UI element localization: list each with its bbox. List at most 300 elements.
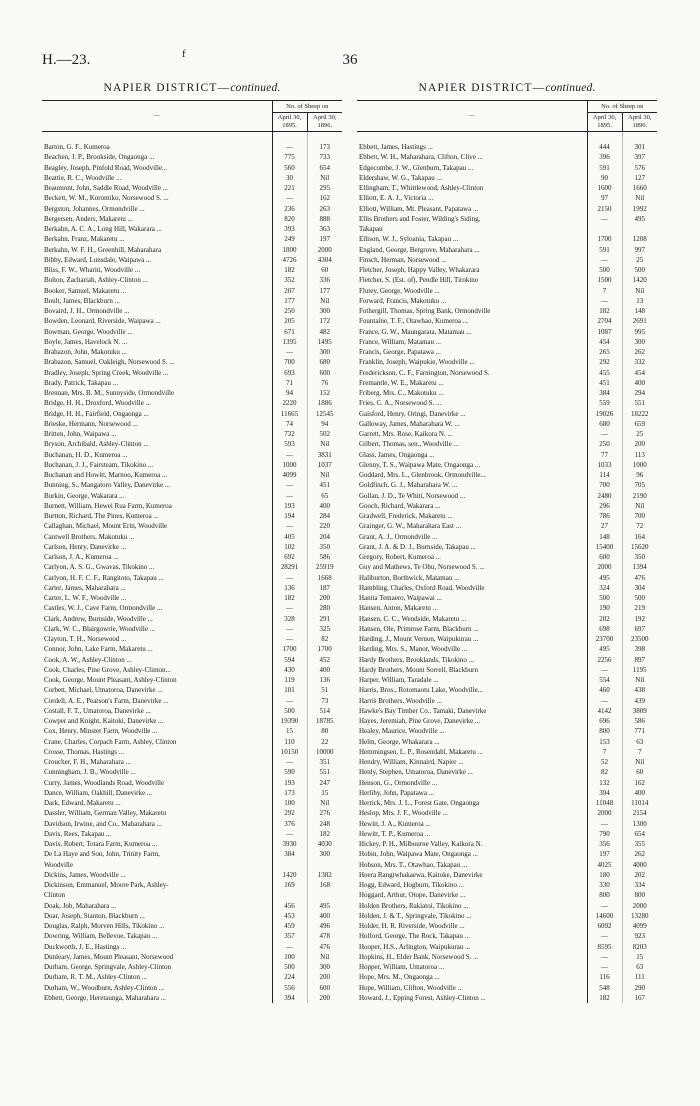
table-row xyxy=(42,521,342,531)
owner-name-cell: Dark, Edward, Makaretu ... xyxy=(42,798,272,808)
sheep-1895-cell: 1395 xyxy=(272,337,307,347)
sheep-1895-cell: 30 xyxy=(272,173,307,183)
sheep-1895-cell: 8595 xyxy=(587,942,622,952)
page-number: 36 xyxy=(342,52,358,68)
sheep-1896-cell: 173 xyxy=(319,143,330,151)
table-row xyxy=(42,573,342,583)
sheep-1896-cell: 219 xyxy=(634,604,645,613)
sheep-1896-cell: 13 xyxy=(636,296,644,305)
table-row xyxy=(42,624,342,634)
sheep-1895-cell: 696 xyxy=(587,716,622,726)
sheep-1895-cell: — xyxy=(587,931,622,941)
owner-name-cell: Dassler, William, German Valley, Makaretu xyxy=(42,808,272,818)
owner-name-cell: Hewitt, T. P., Kumeroa ... xyxy=(357,829,587,839)
sheep-1896-cell: 291 xyxy=(319,614,330,623)
table-row xyxy=(42,788,342,798)
sheep-1895-cell: 456 xyxy=(272,901,307,911)
sheep-1896-cell: 60 xyxy=(636,768,644,777)
sheep-1895-cell: 132 xyxy=(587,778,622,788)
owner-name-cell: Galloway, James, Maharahara W. ... xyxy=(357,419,587,429)
col-1895-header: April 30, 1895. xyxy=(272,113,307,132)
sheep-1895-cell: 1000 xyxy=(272,460,307,470)
sheep-1895-cell: 97 xyxy=(587,193,622,203)
sheep-1895-cell: 700 xyxy=(587,480,622,490)
sheep-1896-cell: 10000 xyxy=(316,747,334,756)
table-row xyxy=(42,593,342,603)
sheep-1895-cell: 177 xyxy=(272,296,307,306)
table-row xyxy=(42,870,342,880)
table-row xyxy=(42,132,342,153)
sheep-1896-cell: 659 xyxy=(634,419,645,428)
sheep-1896-cell: 18222 xyxy=(631,409,649,418)
sheep-1896-cell: 23500 xyxy=(631,635,649,643)
sheep-1896-cell: 25919 xyxy=(316,563,334,572)
sheep-1896-cell: 495 xyxy=(634,214,645,223)
sheep-1896-cell: 11014 xyxy=(631,799,649,807)
table-row xyxy=(357,275,657,285)
sheep-group-header: No. of Sheep on xyxy=(587,101,657,113)
sheep-1896-cell: 15 xyxy=(636,952,644,961)
sheep-1896-cell: 72 xyxy=(636,522,644,531)
sheep-1895-cell: 153 xyxy=(587,737,622,747)
sheep-1896-cell: 452 xyxy=(319,655,330,664)
sheep-1896-cell: 284 xyxy=(319,512,330,520)
sheep-1896-cell: 680 xyxy=(319,358,330,367)
table-row xyxy=(357,409,657,419)
owner-name-cell: Goddard, Mrs. L., Glenbrook, Ormondville... xyxy=(357,470,587,480)
table-row xyxy=(357,716,657,726)
sheep-1895-cell: 2000 xyxy=(587,808,622,818)
sheep-1895-cell: — xyxy=(272,132,307,153)
owner-name-cell: Henson, G., Ormondville ... xyxy=(357,778,587,788)
sheep-1896-cell: 551 xyxy=(319,768,330,777)
owner-name-cell: Carlyon, H. F. C. F., Rangitoto, Takapau ... xyxy=(42,573,272,583)
sheep-1895-cell: — xyxy=(587,214,622,224)
sheep-1896-cell: 262 xyxy=(634,850,645,859)
sheep-1895-cell: 2256 xyxy=(587,655,622,665)
owner-name-cell: Crane, Charles, Corpach Farm, Ashley, Clinton xyxy=(42,737,272,747)
sheep-1895-cell: 1500 xyxy=(587,275,622,285)
owner-name-cell: Doak, Job, Maharahara ... xyxy=(42,901,272,911)
sheep-1895-cell: 394 xyxy=(587,788,622,798)
table-row xyxy=(42,368,342,378)
sheep-1895-cell: 500 xyxy=(272,962,307,972)
sheep-1896-cell: 500 xyxy=(634,594,645,602)
table-row xyxy=(357,993,657,1003)
owner-name-cell: Beaumont, John, Saddle Road, Woodville ... xyxy=(42,183,272,193)
owner-name-cell: Bradley, Joseph, Spring Creek, Woodville ... xyxy=(42,368,272,378)
table-row xyxy=(357,224,657,234)
sheep-1896-cell: Nil xyxy=(635,286,645,295)
table-row xyxy=(42,173,342,183)
sheep-1896-cell: 220 xyxy=(319,522,330,531)
owner-name-cell: Grant, J. A. & D. J., Burnside, Takapau ... xyxy=(357,542,587,552)
table-row xyxy=(42,603,342,613)
table-row xyxy=(42,224,342,234)
sheep-1896-cell: 2154 xyxy=(632,809,647,818)
table-row xyxy=(357,419,657,429)
sheep-1896-cell: 4030 xyxy=(317,840,332,848)
table-row xyxy=(357,521,657,531)
sheep-1896-cell: 248 xyxy=(319,819,330,828)
owner-name-cell: Guy and Mathews, Te Ohu, Norsewood S. ... xyxy=(357,562,587,572)
owner-name-cell: Buchanan and Howitt, Marnoo, Kumeroa ... xyxy=(42,470,272,480)
table-row xyxy=(42,890,342,900)
owner-name-cell: Franklin, Joseph, Waipukie, Woodville ... xyxy=(357,357,587,367)
sheep-1895-cell: 4142 xyxy=(587,706,622,716)
owner-name-cell: Holden Brothers, Rakiatoi, Tikokino ... xyxy=(357,901,587,911)
sheep-1896-cell: 60 xyxy=(321,266,329,274)
owner-name-cell: Bibby, Edward, Lunsdale, Waipawa ... xyxy=(42,255,272,265)
sheep-1896-cell: 127 xyxy=(634,173,645,182)
table-row xyxy=(357,552,657,562)
sheep-1896-cell: 280 xyxy=(319,604,330,613)
owner-name-cell: Brieske, Hermann, Norsewood ... xyxy=(42,419,272,429)
table-row xyxy=(42,993,342,1003)
owner-name-cell: Brennan, Mrs. B. M., Sunnyside, Ormondville xyxy=(42,388,272,398)
table-row xyxy=(357,808,657,818)
table-row xyxy=(42,849,342,859)
sheep-1895-cell: 182 xyxy=(587,306,622,316)
table-row xyxy=(42,183,342,193)
sheep-1896-cell: 12545 xyxy=(316,409,334,418)
table-row xyxy=(42,901,342,911)
owner-name-cell: Elliott, William, Mt. Pleasant, Papatawa ... xyxy=(357,204,587,214)
owner-column-header: — xyxy=(42,101,272,132)
sheep-1896-cell: 295 xyxy=(319,184,330,192)
table-row xyxy=(357,614,657,624)
table-row xyxy=(357,901,657,911)
sheep-1895-cell: 2000 xyxy=(587,562,622,572)
table-row xyxy=(357,511,657,521)
table-row xyxy=(357,450,657,460)
sheep-group-header: No. of Sheep on xyxy=(272,101,342,113)
sheep-1895-cell: 356 xyxy=(587,839,622,849)
table-row xyxy=(357,193,657,203)
sheep-1895-cell: — xyxy=(587,962,622,972)
sheep-1895-cell: 2220 xyxy=(272,398,307,408)
table-row xyxy=(357,204,657,214)
owner-name-cell: Harris, Bros., Rotomaotu Lake, Woodville... xyxy=(357,685,587,695)
sheep-1895-cell: 15 xyxy=(272,726,307,736)
sheep-1896-cell: 177 xyxy=(319,286,330,295)
owner-name-cell: Cordell, A. E., Pearson's Farm, Danevirke ... xyxy=(42,696,272,706)
sheep-1895-cell: 6092 xyxy=(587,921,622,931)
table-row xyxy=(42,234,342,244)
table-row xyxy=(42,675,342,685)
sheep-1896-cell: 325 xyxy=(319,624,330,633)
sheep-1895-cell: 169 xyxy=(272,880,307,890)
table-row xyxy=(357,983,657,993)
owner-name-cell: Davidson, Irwine, and Co., Maharahara ... xyxy=(42,819,272,829)
owner-name-cell: Cook, A. W., Ashley-Clinton ... xyxy=(42,655,272,665)
owner-name-cell: Bryson, Archibald, Ashley-Clinton ... xyxy=(42,439,272,449)
sheep-1895-cell: 110 xyxy=(272,737,307,747)
table-body xyxy=(357,132,657,1004)
sheep-1895-cell: 352 xyxy=(272,275,307,285)
sheep-1896-cell: 200 xyxy=(319,973,330,982)
table-row xyxy=(357,470,657,480)
sheep-1896-cell: Nil xyxy=(635,194,645,203)
sheep-1895-cell: 1700 xyxy=(272,644,307,654)
owner-name-cell: Herrick, Mrs. J. L., Forest Gate, Ongaonga xyxy=(357,798,587,808)
sheep-1896-cell: 1195 xyxy=(632,665,647,674)
sheep-1895-cell: 786 xyxy=(587,511,622,521)
sheep-1895-cell: 394 xyxy=(272,993,307,1003)
owner-name-cell: Gregory, Robert, Kumeroa ... xyxy=(357,552,587,562)
sheep-1895-cell: — xyxy=(272,696,307,706)
owner-name-cell: Britten, John, Waipawa ... xyxy=(42,429,272,439)
owner-name-cell: Dance, William, Oakhill, Danevirke ... xyxy=(42,788,272,798)
owner-name-cell: Callaghan, Michael, Mount Erin, Woodville xyxy=(42,521,272,531)
sheep-1895-cell: 11665 xyxy=(272,409,307,419)
sheep-1896-cell: 888 xyxy=(319,214,330,223)
owner-name-cell: Gilbert, Thomas, sen., Woodville ... xyxy=(357,439,587,449)
sheep-1896-cell: 514 xyxy=(319,706,330,715)
sheep-1895-cell: 3930 xyxy=(272,839,307,849)
sheep-1896-cell: 148 xyxy=(634,307,645,315)
owner-name-cell: Carter, James, Maharahara ... xyxy=(42,583,272,593)
sheep-1895-cell: — xyxy=(272,193,307,203)
sheep-1896-cell: 197 xyxy=(319,235,330,244)
sheep-1896-cell: Nil xyxy=(320,952,330,961)
sheep-1895-cell: 455 xyxy=(587,368,622,378)
owner-name-cell: Glenny, T. S., Waipawa Mate, Ongaonga ... xyxy=(357,460,587,470)
table-row xyxy=(357,368,657,378)
sheep-1896-cell: 4099 xyxy=(632,922,647,930)
table-row xyxy=(42,583,342,593)
sheep-1896-cell: 80 xyxy=(321,727,329,736)
sheep-1896-cell: 586 xyxy=(319,553,330,561)
table-row xyxy=(42,409,342,419)
sheep-1895-cell: 11048 xyxy=(587,798,622,808)
sheep-1896-cell: 476 xyxy=(634,573,645,582)
table-row xyxy=(357,357,657,367)
sheep-1896-cell: 2000 xyxy=(632,901,647,910)
sheep-1895-cell: 820 xyxy=(272,214,307,224)
table-row xyxy=(357,245,657,255)
sheep-1896-cell: 2000 xyxy=(317,245,332,254)
sheep-1896-cell: 700 xyxy=(634,512,645,520)
table-row xyxy=(42,685,342,695)
owner-name-cell: Dowring, William, Bellevue, Takapau ... xyxy=(42,931,272,941)
sheep-1895-cell: 114 xyxy=(587,470,622,480)
sheep-1896-cell: 502 xyxy=(319,430,330,438)
owner-name-cell: Burkin, George, Wakarara ... xyxy=(42,491,272,501)
owner-name-cell: Dickinson, Emmanuel, Moore Park, Ashley- xyxy=(42,880,272,890)
table-row xyxy=(357,152,657,162)
sheep-1896-cell: 113 xyxy=(634,450,645,459)
sheep-1896-cell: 192 xyxy=(634,614,645,623)
sheep-1895-cell: 292 xyxy=(272,808,307,818)
sheep-1895-cell: 4025 xyxy=(587,860,622,870)
sheep-1896-cell: 495 xyxy=(319,901,330,910)
sheep-1895-cell: 698 xyxy=(587,624,622,634)
sheep-1895-cell: 28291 xyxy=(272,562,307,572)
sheep-1896-cell: 202 xyxy=(634,870,645,879)
table-row xyxy=(42,255,342,265)
table-row xyxy=(357,480,657,490)
table-row xyxy=(42,921,342,931)
sheep-1895-cell: 1800 xyxy=(272,245,307,255)
sheep-1895-cell: 1600 xyxy=(587,183,622,193)
sheep-1896-cell: 200 xyxy=(319,594,330,602)
owner-name-cell: Hope, William, Clifton, Woodville ... xyxy=(357,983,587,993)
owner-name-cell: Buchanan, H. D., Kumeroa ... xyxy=(42,450,272,460)
sheep-1896-cell: 73 xyxy=(321,696,329,705)
sheep-1895-cell: 148 xyxy=(587,532,622,542)
table-row xyxy=(357,583,657,593)
sheep-1896-cell: 400 xyxy=(319,665,330,674)
sheep-1896-cell xyxy=(307,860,342,870)
sheep-1895-cell: 559 xyxy=(587,398,622,408)
sheep-1895-cell: 77 xyxy=(587,450,622,460)
owner-name-cell: Durham, George, Springvale, Ashley-Clinton xyxy=(42,962,272,972)
table-row xyxy=(42,480,342,490)
owner-name-cell: Hambling, Charles, Oxford Road, Woodville xyxy=(357,583,587,593)
sheep-1895-cell: 454 xyxy=(587,337,622,347)
owner-name-cell: Bergersen, Anders, Makaretu ... xyxy=(42,214,272,224)
owner-name-cell: Henly, Stephen, Umatoroa, Danevirke ... xyxy=(357,767,587,777)
sheep-1896-cell: 182 xyxy=(319,829,330,838)
sheep-1896-cell: 7 xyxy=(638,747,642,756)
sheep-1895-cell: 495 xyxy=(587,644,622,654)
sheep-1895-cell: 2704 xyxy=(587,316,622,326)
table-row xyxy=(42,316,342,326)
sheep-1896-cell: 304 xyxy=(634,583,645,592)
table-row xyxy=(357,542,657,552)
owner-name-cell: Carlson, J. A., Kumeroa ... xyxy=(42,552,272,562)
sheep-1895-cell: 591 xyxy=(587,163,622,173)
sheep-1895-cell: 693 xyxy=(272,368,307,378)
table-row xyxy=(42,942,342,952)
sheep-1895-cell: — xyxy=(272,829,307,839)
sheep-1895-cell: 52 xyxy=(587,757,622,767)
owner-name-cell: Beachen, J. P., Brookside, Ongaonga ... xyxy=(42,152,272,162)
owner-name-cell: Douglas, Ralph, Morven Hills, Tikokino ... xyxy=(42,921,272,931)
owner-name-cell: Friberg, Mrs. C., Makotuku ... xyxy=(357,388,587,398)
owner-name-cell: Cook, George, Mount Pleasant, Ashley-Clinton xyxy=(42,675,272,685)
sheep-1895-cell: 775 xyxy=(272,152,307,162)
sheep-1896-cell: 263 xyxy=(319,204,330,213)
page-mark: f xyxy=(182,48,186,60)
sheep-1896-cell: 162 xyxy=(319,194,330,203)
sheep-1896-cell: 451 xyxy=(319,481,330,490)
sheep-1895-cell: 102 xyxy=(272,542,307,552)
owner-name-cell: France, G. W., Maungarata, Matamau ... xyxy=(357,327,587,337)
sheep-1895-cell: 548 xyxy=(587,983,622,993)
table-row xyxy=(42,829,342,839)
sheep-1895-cell: 82 xyxy=(587,767,622,777)
sheep-1895-cell xyxy=(272,890,307,900)
sheep-1895-cell: 1087 xyxy=(587,327,622,337)
sheep-1896-cell: 2691 xyxy=(632,317,647,326)
owner-name-cell: Hoggard, Arthur, Otope, Danevirke ... xyxy=(357,890,587,900)
table-row xyxy=(357,706,657,716)
sheep-1895-cell: 221 xyxy=(272,183,307,193)
table-body xyxy=(42,132,342,1004)
sheep-1896-cell: 63 xyxy=(636,737,644,746)
sheep-1895-cell: — xyxy=(587,901,622,911)
sheep-1896-cell: 247 xyxy=(319,778,330,787)
sheep-1895-cell: 790 xyxy=(587,829,622,839)
sheep-1896-cell: 1394 xyxy=(632,563,647,572)
sheep-1895-cell xyxy=(587,224,622,234)
sheep-1896-cell: 164 xyxy=(634,532,645,541)
owner-name-cell: Castles, W. J., Cave Farm, Ormondville ... xyxy=(42,603,272,613)
owner-name-cell: Clayton, T. H., Norsewood ... xyxy=(42,634,272,644)
table-row xyxy=(357,726,657,736)
owner-name-cell: Davis, Robert, Totara Farm, Kumeroa ... xyxy=(42,839,272,849)
sheep-1896-cell: 162 xyxy=(634,778,645,787)
owner-name-cell: Edgecombe, J. W., Glenburn, Takapau ... xyxy=(357,163,587,173)
owner-name-cell: Harding, Mrs. S., Manor, Woodville ... xyxy=(357,644,587,654)
owner-name-cell: Berkahn, Franz, Makaretu ... xyxy=(42,234,272,244)
owner-name-cell: Garrett, Mrs. Rose, Kaikora N. ... xyxy=(357,429,587,439)
table-row xyxy=(42,419,342,429)
sheep-1895-cell: 94 xyxy=(272,388,307,398)
owner-name-cell: Hickey, P. H., Milbourne Valley, Kaikora N. xyxy=(357,839,587,849)
table-row xyxy=(357,163,657,173)
sheep-1895-cell: 357 xyxy=(272,931,307,941)
sheep-1895-cell: 100 xyxy=(272,798,307,808)
table-row xyxy=(357,962,657,972)
table-row xyxy=(357,655,657,665)
sheep-1895-cell: 453 xyxy=(272,911,307,921)
sheep-1895-cell: 136 xyxy=(272,583,307,593)
table-row xyxy=(42,706,342,716)
owner-name-cell: Holford, George, The Rock, Takapau ... xyxy=(357,931,587,941)
owner-name-cell: Ebbett, George, Heretaunga, Maharahara ... xyxy=(42,993,272,1003)
owner-name-cell: Healey, Maurice, Woodville ... xyxy=(357,726,587,736)
sheep-1895-cell: 405 xyxy=(272,532,307,542)
owner-name-cell: Curry, James, Woodlands Road, Woodville xyxy=(42,778,272,788)
sheep-1895-cell: 1700 xyxy=(587,234,622,244)
sheep-1896-cell: 300 xyxy=(319,850,330,859)
sheep-1896-cell: 800 xyxy=(634,891,645,900)
table-row xyxy=(42,911,342,921)
sheep-1896-cell: 1660 xyxy=(632,184,647,192)
owner-name-cell: Cowper and Knight, Kaitoki, Danevirke ... xyxy=(42,716,272,726)
sheep-1895-cell: 1033 xyxy=(587,460,622,470)
sheep-1896-cell: 771 xyxy=(634,727,645,736)
sheep-1895-cell: 328 xyxy=(272,614,307,624)
sheep-1896-cell xyxy=(307,890,342,900)
owner-name-cell: Brabazon, Samuel, Oakleigh, Norsewood S. ... xyxy=(42,357,272,367)
owner-name-cell: Dickins, James, Woodville ... xyxy=(42,870,272,880)
table-row xyxy=(357,439,657,449)
sheep-1896-cell: 63 xyxy=(636,963,644,971)
table-row xyxy=(42,808,342,818)
sheep-1896-cell: 697 xyxy=(634,624,645,633)
owner-name-cell: Clark, W. C., Blairgowrie, Woodville ... xyxy=(42,624,272,634)
table-row xyxy=(42,819,342,829)
owner-name-cell: Bridge, H. H., Droxford, Woodville ... xyxy=(42,398,272,408)
sheep-1896-cell: 398 xyxy=(634,645,645,654)
table-row xyxy=(357,132,657,153)
sheep-1895-cell: — xyxy=(587,952,622,962)
owner-name-cell: Cantwell Brothers, Makotuku ... xyxy=(42,532,272,542)
table-row xyxy=(357,491,657,501)
table-row xyxy=(357,747,657,757)
owner-name-cell: Burtton, Richard, The Pines, Kumeroa ... xyxy=(42,511,272,521)
table-row xyxy=(357,890,657,900)
table-row xyxy=(42,634,342,644)
sheep-1896-cell: 355 xyxy=(634,840,645,848)
sheep-1896-cell: 136 xyxy=(319,676,330,684)
owner-name-cell: Hopper, William, Umatoroa ... xyxy=(357,962,587,972)
sheep-1896-cell: 1000 xyxy=(632,460,647,469)
